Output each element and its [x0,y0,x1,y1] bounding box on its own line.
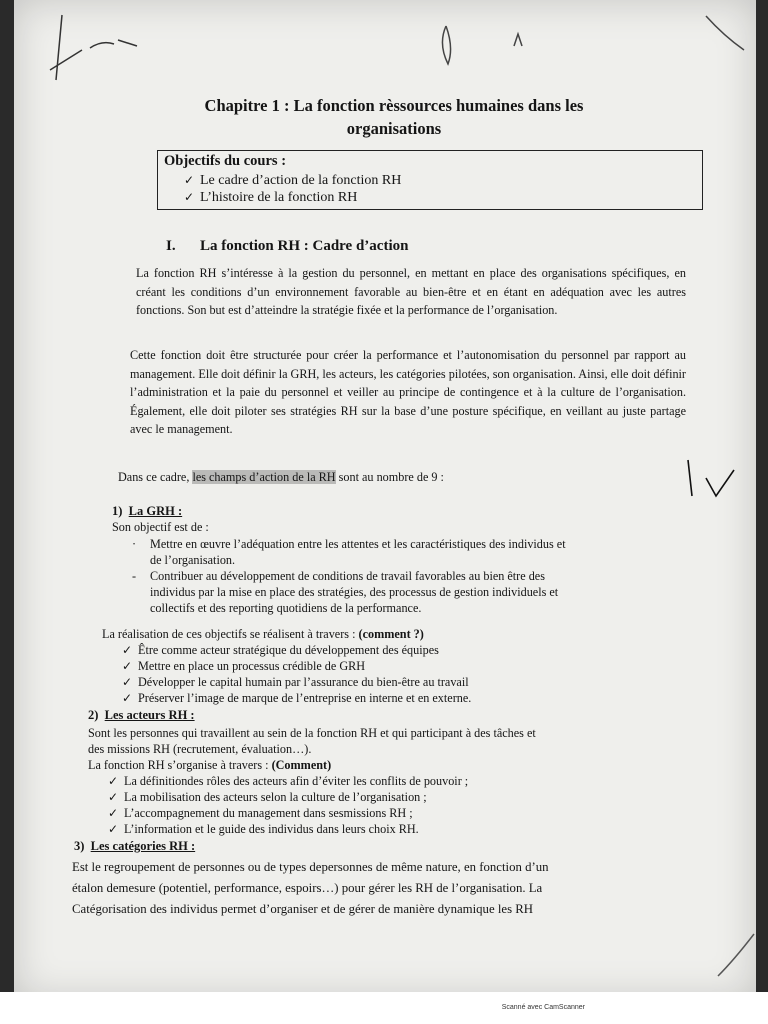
categories-text-line: Catégorisation des individus permet d’organiser et de gérer de manière dynamique les RH [72,902,534,916]
pen-mark-top-right [704,6,754,56]
categories-text-line: étalon demesure (potentiel, performance, espoirs…) pour gérer les RH de l’organisation. La [72,881,543,895]
grh-check-text: Développer le capital humain par l’assurance du bien-être au travail [138,675,469,689]
grh-bullet [132,537,566,552]
scanner-watermark: Scanné avec CamScanner [501,1004,585,1011]
paragraph-structure: Cette fonction doit être structurée pour créer la performance et l’autonomisation du personnel par rapport au management. Elle doit définir la GRH, les acteurs, les catégories pilotées, son organisation. Ainsi, elle doit définir l’administration et la paie du personnel et veiller au principe de contingence et à la culture de l’organisation. Également, elle doit piloter ses stratégies RH sur la base d’une posture spécifique, en veillant au juste partage avec le management. [130,348,686,437]
fields-highlight: les champs d’action de la RH [192,470,336,484]
acteurs-check-item [108,822,419,837]
fields-sentence [118,470,444,485]
subsection-number: 1) [112,504,123,518]
checkmark-icon: ✓ [122,675,133,689]
chapter-title-line1: Chapitre 1 : La fonction rèssources humaines dans les [204,96,584,115]
grh-bullet [132,569,545,584]
subsection-title: La GRH : [128,504,183,518]
organise-text: La fonction RH s’organise à travers : [88,758,272,772]
subsection-title: Les catégories RH : [90,839,196,853]
categories-text-line: Est le regroupement de personnes ou de types depersonnes de même nature, en fonction d’un [72,860,549,874]
grh-check-item [122,659,365,674]
acteurs-organise [88,758,331,773]
subsection-number: 3) [74,839,85,853]
grh-check-item [122,643,439,658]
realisation-text: La réalisation de ces objectifs se réalisent à travers : [102,627,359,641]
pen-mark-bottom-right [714,930,756,980]
bullet-dash: · [132,537,137,551]
grh-check-text: Préserver l’image de marque de l’entreprise en interne et en externe. [138,691,472,705]
grh-intro: Son objectif est de : [112,520,209,534]
checkmark-icon: ✓ [184,173,195,187]
subsection-heading-categories [74,839,195,854]
checkmark-icon: ✓ [108,774,119,788]
pen-mark-top-center [434,24,544,74]
grh-bullet-line: collectifs et des reporting quotidiens de la performance. [150,601,422,615]
grh-realisation [102,627,424,642]
fields-after: sont au nombre de 9 : [335,470,444,484]
chapter-title-line2: organisations [346,119,442,138]
objective-item [184,190,357,206]
organise-bold: (Comment) [271,758,332,772]
paragraph-intro: La fonction RH s’intéresse à la gestion du personnel, en mettant en place des organisations spécifiques, en créant les conditions d’un environnement favorable au bien-être et en étant en adéquation avec les autres fonctions. Son but est d’atteindre la stratégie fixée et la performance de l’organisation. [136,266,686,318]
acteurs-check-text: La définitiondes rôles des acteurs afin d’éviter les conflits de pouvoir ; [124,774,469,788]
grh-bullet-line: Contribuer au développement de conditions de travail favorables au bien être des [150,569,545,583]
section-title: La fonction RH : Cadre d’action [200,238,409,254]
grh-check-item [122,675,469,690]
acteurs-check-text: L’information et le guide des individus dans leurs choix RH. [124,822,419,836]
acteurs-check-item [108,774,468,789]
pen-scribble-top-left [42,10,152,90]
checkmark-icon: ✓ [122,643,133,657]
grh-check-item [122,691,471,706]
acteurs-check-text: La mobilisation des acteurs selon la culture de l’organisation ; [124,790,427,804]
acteurs-check-text: L’accompagnement du management dans sesmissions RH ; [124,806,413,820]
acteurs-text-line: Sont les personnes qui travaillent au sein de la fonction RH et qui participant à des tâches et [88,726,536,740]
scanned-page [14,0,756,1000]
checkmark-icon: ✓ [122,691,133,705]
fields-before: Dans ce cadre, [118,470,193,484]
acteurs-check-item [108,790,427,805]
subsection-heading-acteurs [88,708,195,723]
checkmark-icon: ✓ [108,822,119,836]
realisation-bold: (comment ?) [358,627,424,641]
checkmark-icon: ✓ [108,806,119,820]
acteurs-check-item [108,806,413,821]
objective-item [184,173,401,189]
objective-text: L’histoire de la fonction RH [200,190,358,205]
objectives-box [157,150,703,210]
pen-mark-right-margin [682,456,742,506]
objectives-heading: Objectifs du cours : [164,153,287,169]
grh-bullet-line: Mettre en œuvre l’adéquation entre les attentes et les caractéristiques des individus et [150,537,566,551]
grh-check-text: Mettre en place un processus crédible de GRH [138,659,366,673]
section-heading-1 [166,238,408,255]
grh-check-text: Être comme acteur stratégique du développement des équipes [138,643,439,657]
acteurs-text-line: des missions RH (recrutement, évaluation…). [88,742,312,756]
bullet-dash: - [132,569,137,583]
subsection-heading-grh [112,504,182,519]
section-number: I. [166,238,176,254]
checkmark-icon: ✓ [122,659,133,673]
checkmark-icon: ✓ [108,790,119,804]
checkmark-icon: ✓ [184,190,195,204]
subsection-title: Les acteurs RH : [104,708,195,722]
grh-bullet-line: de l’organisation. [150,553,236,567]
grh-bullet-line: individus par la mise en place des stratégies, des processus de gestion individuels et [150,585,559,599]
chapter-title [164,94,624,140]
subsection-number: 2) [88,708,99,722]
scanner-footer-strip [0,992,768,1024]
objective-text: Le cadre d’action de la fonction RH [200,173,402,188]
